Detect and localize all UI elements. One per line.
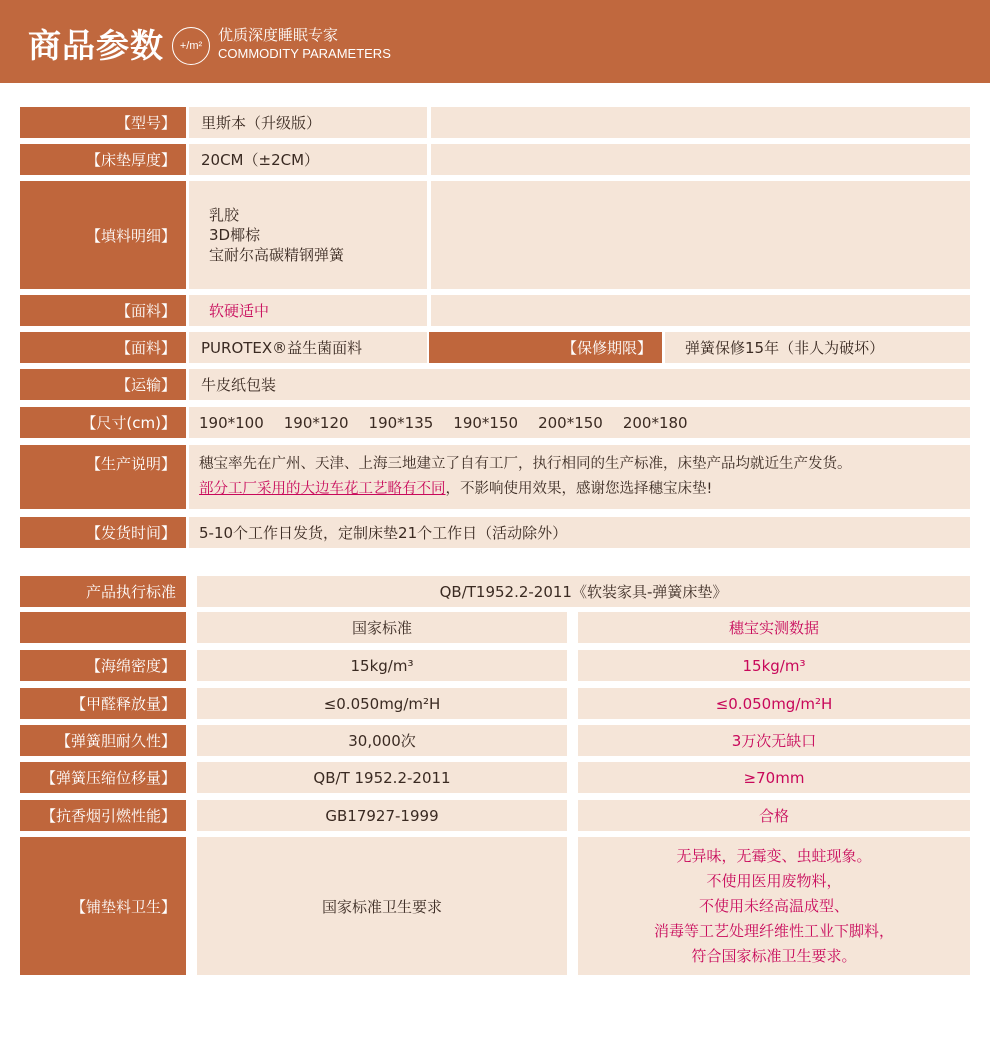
- spring-compression-measured: ≥70mm: [578, 762, 970, 793]
- production-value: [189, 445, 970, 509]
- exec-standard-label: 产品执行标准: [20, 576, 186, 607]
- filling-value: [189, 181, 427, 289]
- thickness-label: 【床垫厚度】: [20, 144, 186, 175]
- size-item: 190*135: [368, 413, 434, 432]
- cigarette-ignition-national: GB17927-1999: [197, 800, 567, 831]
- filling-label: 【填料明细】: [20, 181, 186, 289]
- sponge-density-national: 15kg/m³: [197, 650, 567, 681]
- col-measured-header: 穗宝实测数据: [578, 612, 970, 643]
- filling-line: 宝耐尔高碳精钢弹簧: [209, 246, 345, 264]
- spring-durability-measured: 3万次无缺口: [578, 725, 970, 756]
- delivery-label: 【发货时间】: [20, 517, 186, 548]
- empty-cell: [431, 107, 970, 138]
- size-item: 200*180: [622, 413, 688, 432]
- size-item: 200*150: [538, 413, 603, 432]
- spring-durability-label: 【弹簧胆耐久性】: [20, 725, 186, 756]
- fabric-feel-value: 软硬适中: [189, 295, 427, 326]
- fabric-feel-label: 【面料】: [20, 295, 186, 326]
- spring-compression-label: 【弹簧压缩位移量】: [20, 762, 186, 793]
- hygiene-line: 无异味，无霉变、虫蛀现象。: [676, 846, 872, 865]
- empty-cell: [431, 144, 970, 175]
- formaldehyde-national: ≤0.050mg/m²H: [197, 688, 567, 719]
- production-note-link[interactable]: 部分工厂采用的大边车花工艺略有不同: [199, 481, 446, 497]
- hygiene-line: 不使用医用废物料，: [706, 871, 842, 890]
- unit-badge: +/m²: [172, 27, 210, 65]
- sponge-density-label: 【海绵密度】: [20, 650, 186, 681]
- size-item: 190*100: [199, 413, 264, 432]
- size-label: 【尺寸(cm)】: [20, 407, 186, 438]
- model-label: 【型号】: [20, 107, 186, 138]
- empty-cell: [431, 295, 970, 326]
- fabric-label: 【面料】: [20, 332, 186, 363]
- hygiene-line: 消毒等工艺处理纤维性工业下脚料，: [653, 921, 894, 940]
- size-value: [189, 407, 970, 438]
- model-value: 里斯本（升级版）: [189, 107, 427, 138]
- subtitle-en: COMMODITY PARAMETERS: [218, 46, 391, 61]
- exec-standard-value: QB/T1952.2-2011《软装家具-弹簧床垫》: [197, 576, 970, 607]
- warranty-value: 弹簧保修15年（非人为破坏）: [665, 332, 970, 363]
- hygiene-line: 符合国家标准卫生要求。: [691, 946, 857, 965]
- spring-compression-national: QB/T 1952.2-2011: [197, 762, 567, 793]
- page-title: 商品参数: [28, 26, 164, 65]
- filling-line: 3D椰棕: [209, 226, 261, 244]
- transport-label: 【运输】: [20, 369, 186, 400]
- size-item: 190*150: [453, 413, 519, 432]
- formaldehyde-measured: ≤0.050mg/m²H: [578, 688, 970, 719]
- cigarette-ignition-measured: 合格: [578, 800, 970, 831]
- production-line: [199, 477, 712, 502]
- transport-value: 牛皮纸包装: [189, 369, 970, 400]
- sponge-density-measured: 15kg/m³: [578, 650, 970, 681]
- col-national-header: 国家标准: [197, 612, 567, 643]
- hygiene-label: 【铺垫料卫生】: [20, 837, 186, 975]
- size-item: 190*120: [283, 413, 349, 432]
- empty-cell: [431, 181, 970, 289]
- production-label: 【生产说明】: [20, 445, 186, 509]
- hygiene-national: 国家标准卫生要求: [197, 837, 567, 975]
- column-header-blank: [20, 612, 186, 643]
- hygiene-line: 不使用未经高温成型、: [698, 896, 849, 915]
- fabric-value: PUROTEX®益生菌面料: [189, 332, 427, 363]
- header-banner: [0, 0, 990, 83]
- thickness-value: 20CM（±2CM）: [189, 144, 427, 175]
- formaldehyde-label: 【甲醛释放量】: [20, 688, 186, 719]
- production-line: 穗宝率先在广州、天津、上海三地建立了自有工厂，执行相同的生产标准，床垫产品均就近生产发货。: [199, 456, 852, 472]
- hygiene-measured: [578, 837, 970, 975]
- warranty-label: 【保修期限】: [429, 332, 662, 363]
- production-rest: ，不影响使用效果，感谢您选择穗宝床垫!: [445, 481, 713, 497]
- subtitle-cn: 优质深度睡眠专家: [218, 26, 339, 44]
- spring-durability-national: 30,000次: [197, 725, 567, 756]
- filling-line: 乳胶: [209, 206, 240, 224]
- cigarette-ignition-label: 【抗香烟引燃性能】: [20, 800, 186, 831]
- delivery-value: 5-10个工作日发货，定制床垫21个工作日（活动除外）: [189, 517, 970, 548]
